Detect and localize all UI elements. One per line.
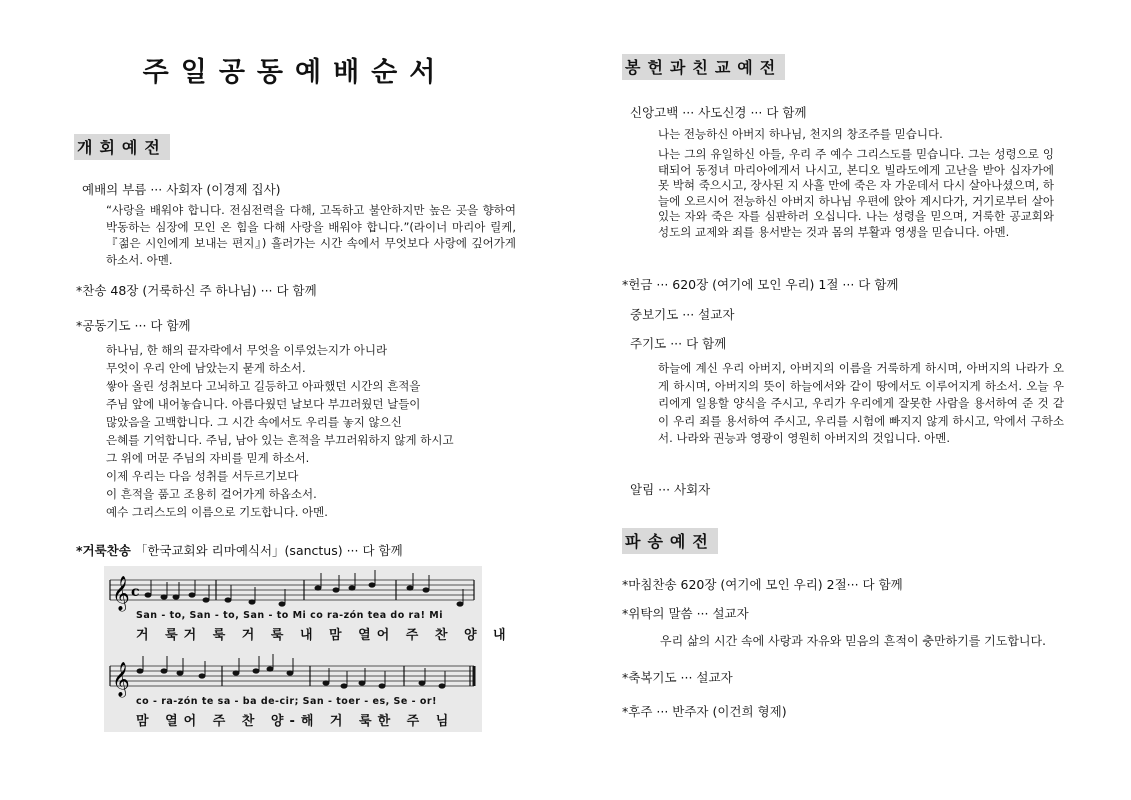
prayer-line: 하나님, 한 해의 끝자락에서 무엇을 이루었는지가 아니라: [106, 343, 388, 357]
prayer-line: 이 흔적을 품고 조용히 걸어가게 하옵소서.: [106, 487, 317, 501]
sanctus-detail: 「한국교회와 리마예식서」(sanctus) ··· 다 함께: [134, 543, 403, 558]
commission-line: *위탁의 말씀 ··· 설교자: [622, 606, 749, 621]
svg-text:𝄞: 𝄞: [112, 576, 130, 611]
postlude-line: *후주 ··· 반주자 (이건희 형제): [622, 704, 787, 719]
prayer-line: 많았음을 고백합니다. 그 시간 속에서도 우리를 놓지 않으신: [106, 415, 402, 429]
svg-text:𝄞: 𝄞: [112, 662, 130, 697]
sanctus-label: *거룩찬송: [76, 543, 131, 558]
sanctus-heading: [76, 541, 403, 559]
prayer-line: 무엇이 우리 안에 남았는지 묻게 하소서.: [106, 361, 306, 375]
hymn-line: *찬송 48장 (거룩하신 주 하나님) ··· 다 함께: [76, 283, 317, 298]
prayer-line: 쌓아 올린 성취보다 고뇌하고 길등하고 아파했던 시간의 흔적을: [106, 379, 421, 393]
section-offering-heading: 봉헌과친교예전: [622, 54, 785, 80]
creed-text-intro: 나는 전능하신 아버지 하나님, 천지의 창조주를 믿습니다.: [658, 127, 943, 141]
section-sending-heading: 파송예전: [622, 528, 718, 554]
intercession-line: 중보기도 ··· 설교자: [630, 307, 735, 322]
announcements-line: 알림 ··· 사회자: [630, 482, 711, 497]
common-prayer: [106, 341, 454, 521]
prayer-heading: *공동기도 ··· 다 함께: [76, 318, 191, 333]
score-lyric-line-1: San - to, San - to, San - to Mi co ra-zón tea do ra! Mi: [136, 610, 443, 621]
benediction-line: *축복기도 ··· 설교자: [622, 670, 733, 685]
lords-prayer-text: 하늘에 계신 우리 아버지, 아버지의 이름을 거룩하게 하시며, 아버지의 나라가 오게 하시며, 아버지의 뜻이 하늘에서와 같이 땅에서도 이루어지게 하소서. 오늘 우리에게 일용할 양식을 주시고, 우리가 우리에게 잘못한 사람을 용서하여 준 것 같이 우리 죄를 용서하여 주시고, 우리를 시험에 빠지지 않게 하시고, 악에서 구하소서. 나라와 권능과 영광이 영원히 아버지의 것입니다. 아멘.: [658, 361, 1064, 445]
prayer-line: 이제 우리는 다음 성취를 서두르기보다: [106, 469, 299, 483]
offering-line: *헌금 ··· 620장 (여기에 모인 우리) 1절 ··· 다 함께: [622, 277, 899, 292]
music-staff-graphic: [104, 566, 482, 732]
prayer-line: 그 위에 머문 주님의 자비를 믿게 하소서.: [106, 451, 310, 465]
score-korean-line-1: 거 룩거 룩 거 룩 내 맘 열어 주 찬 양 내: [136, 628, 512, 643]
call-to-worship: 예배의 부름 ··· 사회자 (이경제 집사): [82, 182, 281, 197]
prayer-line: 예수 그리스도의 이름으로 기도합니다. 아멘.: [106, 505, 328, 519]
lords-prayer-heading: 주기도 ··· 다 함께: [630, 336, 727, 351]
sanctus-score: [104, 566, 512, 732]
svg-text:c: c: [131, 584, 140, 600]
creed-text: 나는 그의 유일하신 아들, 우리 주 예수 그리스도를 믿습니다. 그는 성령으로 잉태되어 동정녀 마리아에게서 나시고, 본디오 빌라도에게 고난을 받아 십자가에 못 박혀 죽으시고, 장사된 지 사흘 만에 죽은 자 가운데서 다시 살아나셨으며, 하늘에 오르시어 전능하신 아버지 하나님 우편에 앉아 계시다가, 거기로부터 살아 있는 자와 죽은 자를 심판하러 오십니다. 나는 성령을 믿으며, 거룩한 공교회와 성도의 교제와 죄를 용서받는 것과 몸의 부활과 영생을 믿습니다. 아멘.: [658, 147, 1054, 239]
score-korean-line-2: 맘 열어 주 찬 양-해 거 룩한 주 님: [136, 714, 455, 729]
prayer-line: 은혜를 기억합니다. 주님, 남아 있는 흔적을 부끄러워하지 않게 하시고: [106, 433, 454, 447]
closing-hymn-line: *마침찬송 620장 (여기에 모인 우리) 2절··· 다 함께: [622, 577, 903, 592]
prayer-line: 주님 앞에 내어놓습니다. 아름다웠던 날보다 부끄러웠던 날들이: [106, 397, 421, 411]
commission-text: 우리 삶의 시간 속에 사랑과 자유와 믿음의 흔적이 충만하기를 기도합니다.: [660, 634, 1046, 648]
creed-heading: 신앙고백 ··· 사도신경 ··· 다 함께: [630, 105, 807, 120]
score-lyric-line-2: co - ra-zón te sa - ba de-cir; San - toer - es, Se - or!: [136, 696, 437, 707]
section-opening-heading: 개회예전: [74, 134, 170, 160]
page-title: 주일공동예배순서: [142, 57, 448, 88]
call-to-worship-text: “사랑을 배워야 합니다. 전심전력을 다해, 고독하고 불안하지만 높은 곳을 향하여 박동하는 심장에 모인 온 힘을 다해 사랑을 배워야 합니다.”(라이너 마리아 릴케, 『젊은 시인에게 보내는 편지』) 흘러가는 시간 속에서 무엇보다 사랑에 깊어가게 하소서. 아멘.: [106, 203, 516, 267]
